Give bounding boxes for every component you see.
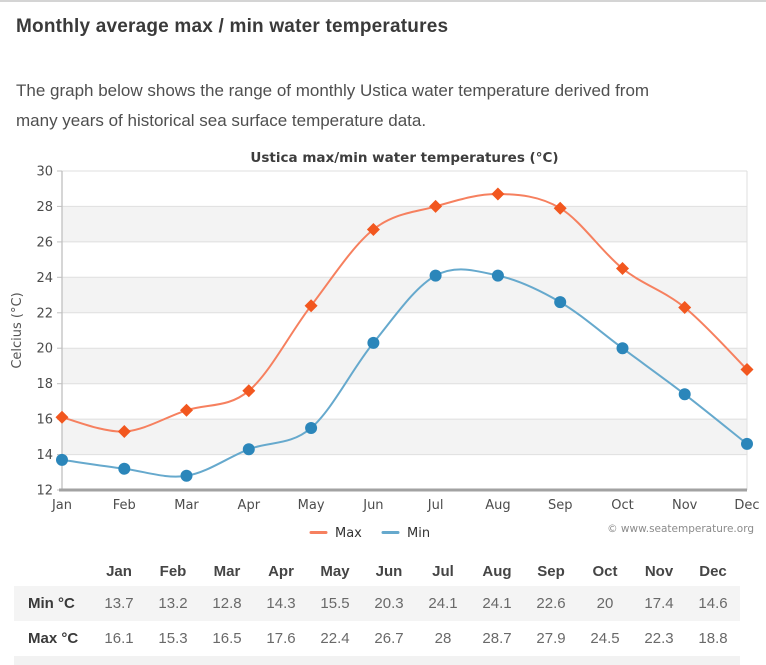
table-header-cell: Apr bbox=[268, 562, 294, 580]
y-tick-label: 16 bbox=[36, 412, 53, 428]
table-cell: 20 bbox=[596, 595, 614, 612]
min-marker bbox=[430, 270, 442, 282]
x-tick-label: Feb bbox=[112, 498, 136, 513]
grid-band bbox=[62, 419, 747, 454]
table-header-cell: Sep bbox=[537, 562, 565, 580]
table-cell: 17.6 bbox=[266, 630, 296, 647]
y-tick-label: 20 bbox=[36, 341, 53, 357]
x-tick-label: Nov bbox=[672, 498, 698, 513]
table-row bbox=[14, 621, 740, 656]
table-cell: 14.3 bbox=[266, 595, 296, 612]
table-cell: 27.9 bbox=[536, 630, 566, 647]
min-marker bbox=[56, 454, 68, 466]
table-cell: 20.3 bbox=[374, 595, 404, 612]
table-row-label: Max °C bbox=[28, 630, 79, 647]
table-header-row bbox=[14, 556, 740, 586]
min-marker bbox=[243, 443, 255, 455]
chart-title: Ustica max/min water temperatures (°C) bbox=[250, 150, 559, 166]
copyright-credit: © www.seatemperature.org bbox=[607, 523, 754, 535]
min-marker bbox=[554, 296, 566, 308]
max-marker bbox=[180, 404, 193, 417]
page-description bbox=[16, 76, 750, 136]
table-header-cell: Mar bbox=[213, 562, 241, 580]
table-cell: 24.1 bbox=[428, 595, 458, 612]
table-cell: 16.5 bbox=[212, 630, 242, 647]
table-header-cell: Feb bbox=[159, 562, 187, 580]
temperature-table bbox=[14, 556, 740, 656]
table-cell: 15.3 bbox=[158, 630, 188, 647]
temperature-table-body bbox=[14, 586, 740, 656]
y-axis-title: Celcius (°C) bbox=[10, 292, 25, 369]
table-cell: 15.5 bbox=[320, 595, 350, 612]
x-tick-label: Aug bbox=[485, 498, 511, 513]
grid-band bbox=[62, 348, 747, 383]
x-tick-label: Apr bbox=[237, 498, 261, 513]
min-marker bbox=[118, 463, 130, 475]
x-tick-label: Jan bbox=[51, 498, 73, 513]
y-tick-label: 28 bbox=[36, 199, 53, 215]
table-header-cell: May bbox=[320, 562, 350, 580]
table-cell: 22.4 bbox=[320, 630, 350, 647]
y-tick-label: 24 bbox=[36, 270, 53, 286]
table-header-cell: Oct bbox=[592, 562, 618, 580]
table-header-cell: Nov bbox=[644, 562, 674, 580]
table-cell: 28.7 bbox=[482, 630, 512, 647]
table-cell: 28 bbox=[434, 630, 452, 647]
min-marker bbox=[741, 438, 753, 450]
min-marker bbox=[181, 470, 193, 482]
table-cell: 26.7 bbox=[374, 630, 404, 647]
table-header-cell: Jan bbox=[106, 562, 132, 580]
table-cell: 14.6 bbox=[698, 595, 728, 612]
x-tick-label: Oct bbox=[611, 498, 634, 513]
min-marker bbox=[367, 337, 379, 349]
y-tick-label: 26 bbox=[36, 235, 53, 251]
table-cell: 16.1 bbox=[104, 630, 134, 647]
y-tick-label: 12 bbox=[36, 483, 53, 499]
table-cell: 22.3 bbox=[644, 630, 674, 647]
table-corner-cell bbox=[14, 556, 92, 586]
table-row-label: Min °C bbox=[28, 595, 75, 612]
table-header-cell: Jul bbox=[432, 562, 454, 580]
max-marker bbox=[491, 188, 504, 201]
table-header-cell: Jun bbox=[375, 562, 403, 580]
table-cell: 18.8 bbox=[698, 630, 728, 647]
page-description-line2: many years of historical sea surface temperature data. bbox=[16, 111, 427, 130]
legend-min-label: Min bbox=[407, 526, 431, 541]
table-cell: 17.4 bbox=[644, 595, 674, 612]
y-tick-label: 14 bbox=[36, 448, 53, 464]
x-tick-label: Mar bbox=[174, 498, 199, 513]
y-tick-label: 18 bbox=[36, 377, 53, 393]
x-tick-label: May bbox=[297, 498, 325, 513]
x-tick-label: Sep bbox=[547, 498, 573, 513]
min-marker bbox=[617, 342, 629, 354]
legend-max-label: Max bbox=[335, 526, 362, 541]
x-tick-label: Jul bbox=[427, 498, 444, 513]
page-title: Monthly average max / min water temperatures bbox=[16, 16, 449, 37]
table-partial-row bbox=[14, 656, 740, 665]
table-row bbox=[14, 586, 740, 621]
table-cell: 24.5 bbox=[590, 630, 620, 647]
table-cell: 22.6 bbox=[536, 595, 566, 612]
temperature-table-head bbox=[14, 556, 740, 586]
table-cell: 24.1 bbox=[482, 595, 512, 612]
min-marker bbox=[679, 388, 691, 400]
grid-band bbox=[62, 206, 747, 241]
x-tick-label: Dec bbox=[734, 498, 760, 513]
y-tick-label: 22 bbox=[36, 306, 53, 322]
table-cell: 13.7 bbox=[104, 595, 134, 612]
y-tick-label: 30 bbox=[36, 164, 53, 180]
x-tick-label: Jun bbox=[363, 498, 384, 513]
table-header-cell: Aug bbox=[482, 562, 512, 580]
table-cell: 13.2 bbox=[158, 595, 188, 612]
table-header-cell: Dec bbox=[699, 562, 727, 580]
min-marker bbox=[492, 270, 504, 282]
page-description-line1: The graph below shows the range of monthly Ustica water temperature derived from bbox=[16, 81, 650, 100]
min-marker bbox=[305, 422, 317, 434]
temperature-chart bbox=[0, 140, 766, 545]
table-cell: 12.8 bbox=[212, 595, 242, 612]
